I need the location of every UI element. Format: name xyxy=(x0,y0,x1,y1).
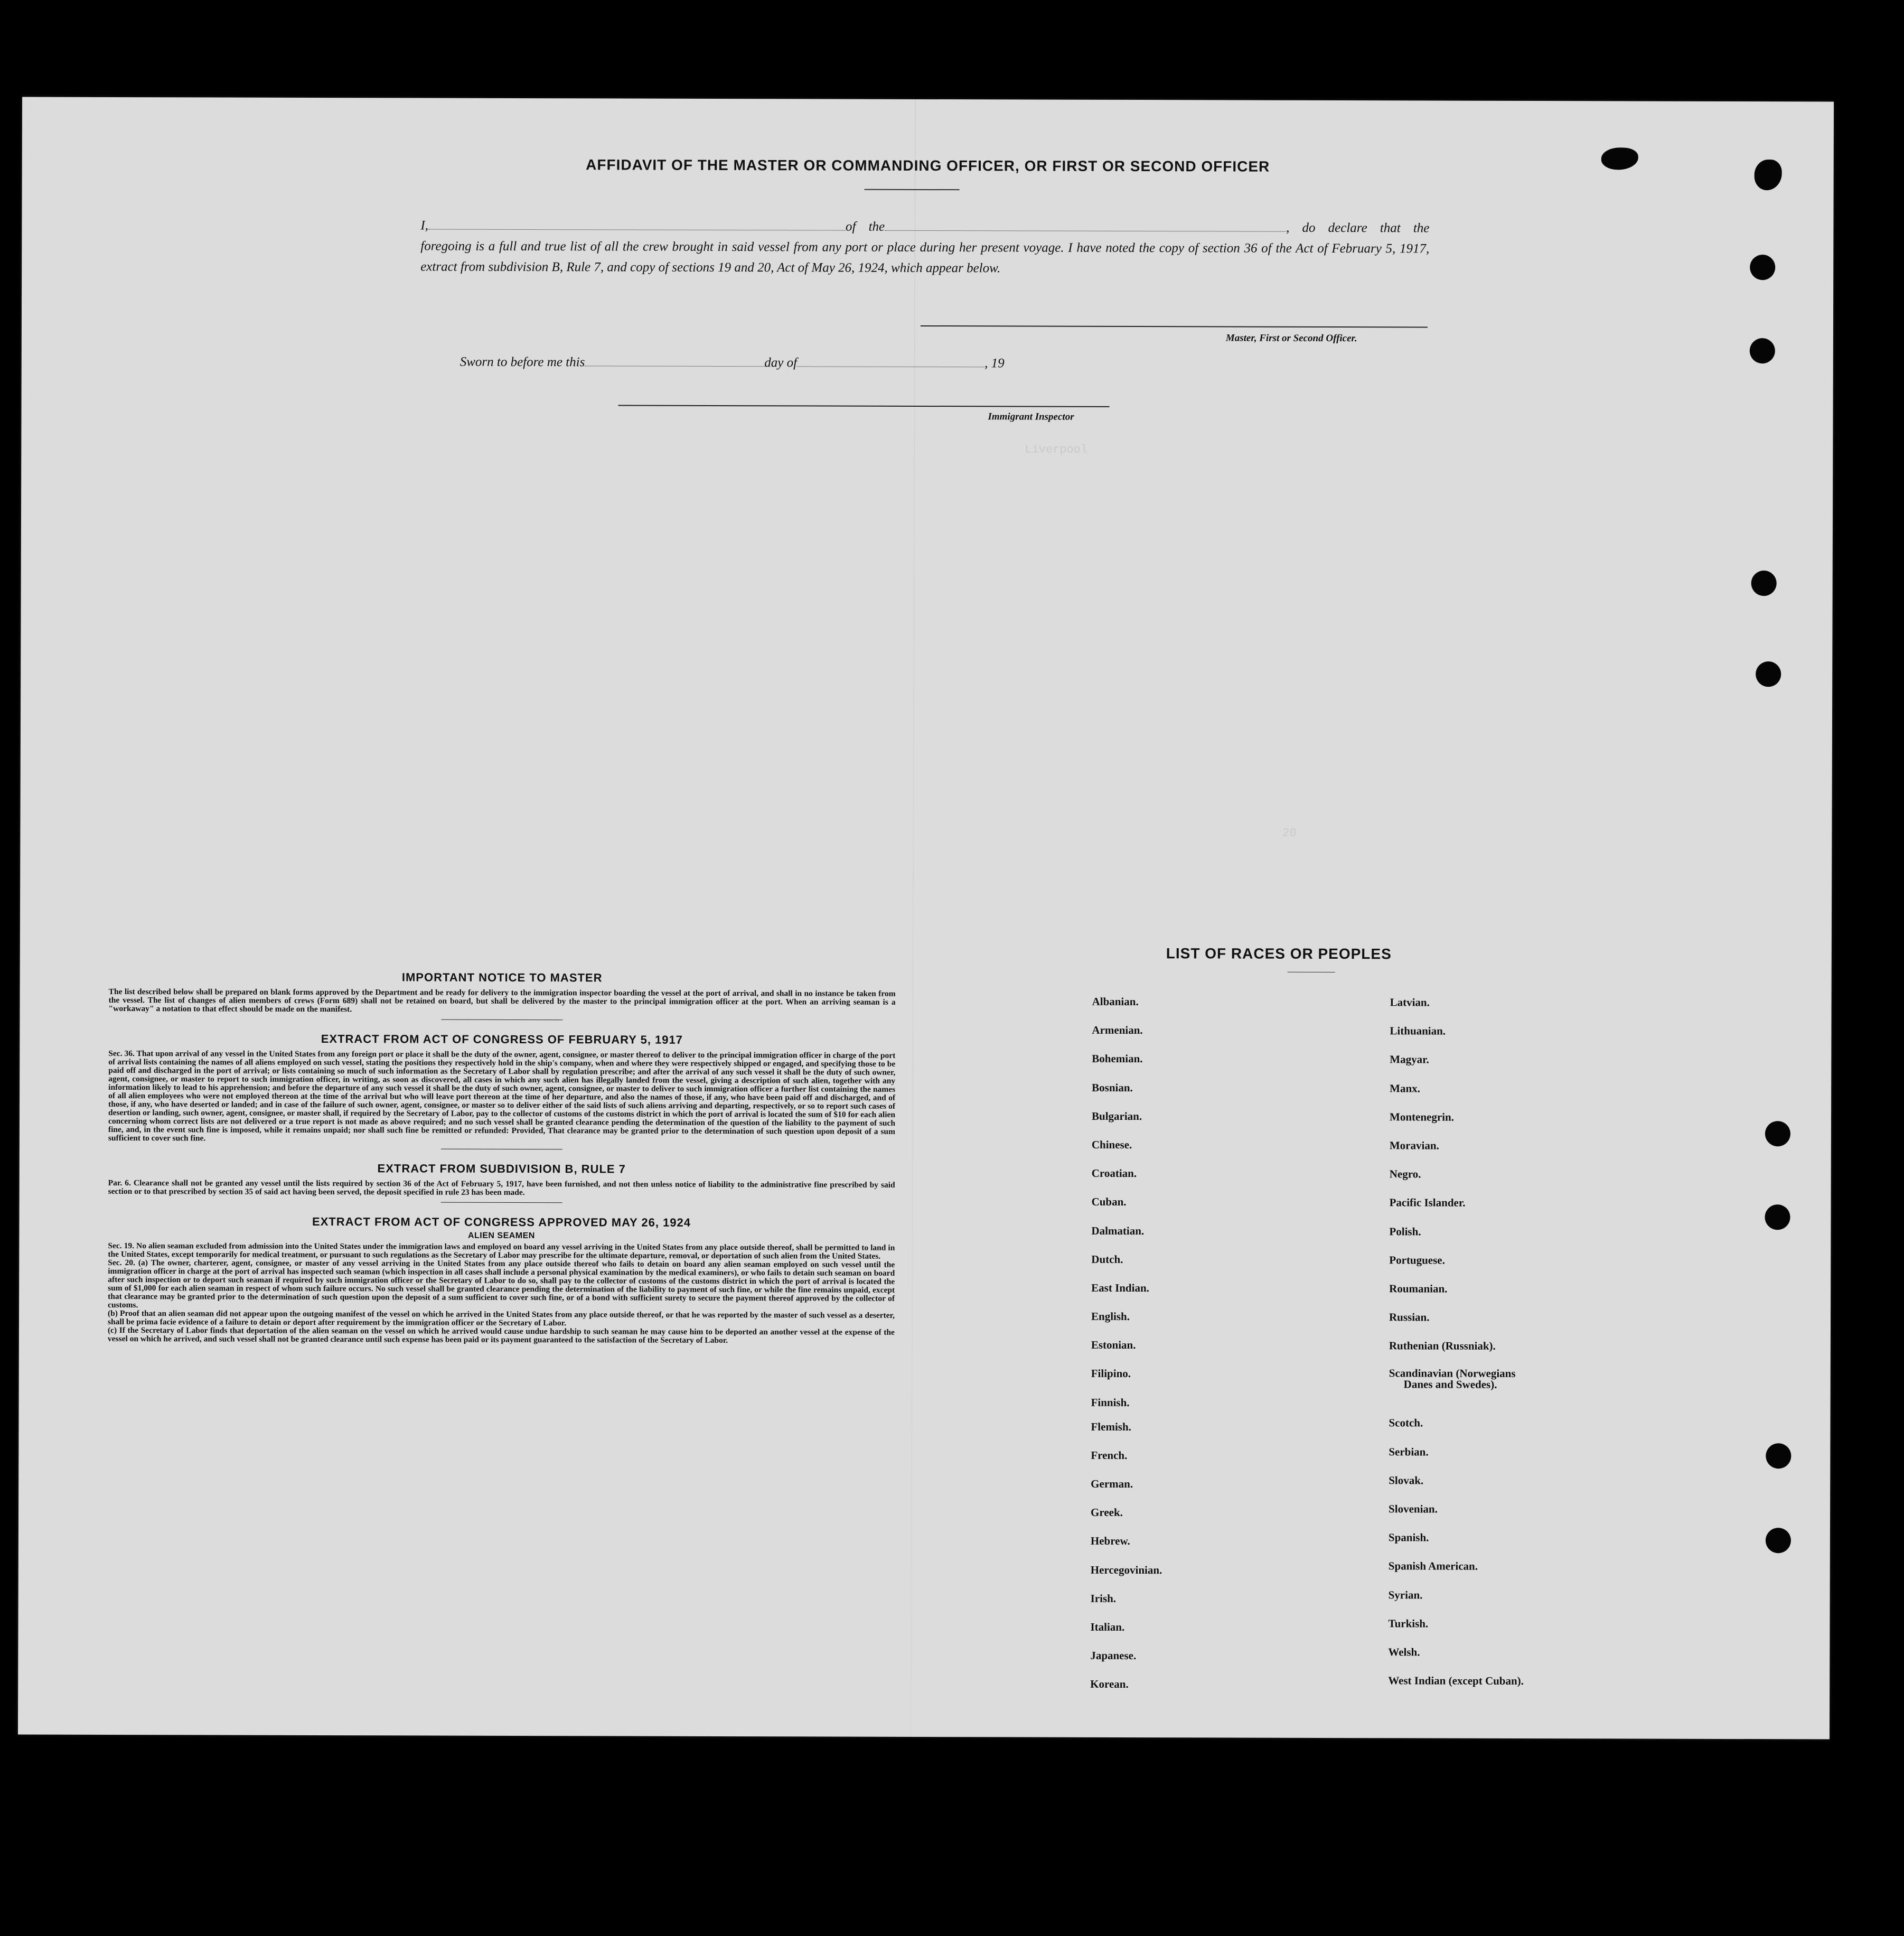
separator xyxy=(441,1020,562,1021)
extract-1917-title: EXTRACT FROM ACT OF CONGRESS OF FEBRUARY 5, 1917 xyxy=(321,1032,683,1046)
affidavit-of-the: of the xyxy=(845,219,885,234)
race-item: Armenian. xyxy=(1092,1024,1143,1037)
bleed-through-text: 20 xyxy=(1282,826,1297,840)
race-item: Chinese. xyxy=(1091,1138,1132,1151)
extract-1924-subtitle: ALIEN SEAMEN xyxy=(467,1231,535,1241)
race-item-line: Scandinavian (Norwegians xyxy=(1389,1367,1516,1380)
race-item: Cuban. xyxy=(1091,1195,1127,1209)
race-item: Latvian. xyxy=(1390,996,1430,1009)
affidavit-text xyxy=(420,215,1429,279)
race-item: Magyar. xyxy=(1390,1053,1429,1066)
race-item: Croatian. xyxy=(1091,1166,1137,1180)
sworn-month-blank[interactable] xyxy=(797,354,984,367)
race-item: Japanese. xyxy=(1090,1649,1137,1662)
extract-rule7-text: Par. 6. Clearance shall not be granted any vessel until the lists required by section 36 of the Act of February 5, 1917, have been furnished, and not then unless notice of liability to the administrative fine prescribed by said section or to that prescribed by section 35 of said act having been served, the deposit specified in rule 23 has been made. xyxy=(108,1178,895,1198)
punch-hole xyxy=(1766,1528,1791,1553)
sworn-line xyxy=(460,354,1005,371)
race-item: Lithuanian. xyxy=(1390,1024,1446,1037)
races-right-column xyxy=(1388,996,1525,1703)
race-item: Finnish. xyxy=(1091,1396,1130,1409)
separator xyxy=(441,1202,562,1203)
race-item: Albanian. xyxy=(1092,995,1139,1008)
separator xyxy=(441,1149,562,1150)
race-item: Slovak. xyxy=(1389,1474,1424,1487)
race-item: Montenegrin. xyxy=(1389,1110,1454,1124)
race-item: Turkish. xyxy=(1388,1617,1429,1630)
race-item: French. xyxy=(1091,1448,1128,1462)
race-item: Manx. xyxy=(1390,1081,1420,1095)
race-item: Ruthenian (Russniak). xyxy=(1389,1339,1496,1353)
race-item: Spanish American. xyxy=(1388,1559,1478,1573)
race-item: Greek. xyxy=(1091,1506,1123,1519)
extract-1924-sec20a: Sec. 20. (a) The owner, charterer, agent, consignee, or master of any vessel arriving in the United States from any place outside thereof who fails to detain on board any alien seaman employed on such vessel until the immigration officer in charge at the port of arrival has inspected such seaman (which inspection in all cases shall include a personal physical examination by the medical examiners), or who fails to detain such seaman on board after such inspection or to deport such seaman if required by such immigration officer or the Secretary of Labor to do so, shall pay to the collector of customs of the customs district in which the port of arrival is located the sum of $1,000 for each alien seaman in respect of whom such failure occurs. No such vessel shall be granted clearance pending the determination of the liability to payment of such fine, or while the fine remains unpaid, except that clearance may be granted prior to the determination of such question upon the deposit of a sum sufficient to cover such fine, or of a bond with sufficient surety to secure the payment thereof approved by the collector of customs. xyxy=(108,1258,895,1310)
race-item: Bohemian. xyxy=(1092,1052,1143,1065)
races-left-column xyxy=(1090,995,1164,1707)
inspector-signature-label: Immigrant Inspector xyxy=(988,411,1074,423)
punch-hole xyxy=(1766,1443,1791,1469)
race-item: Hercegovinian. xyxy=(1090,1563,1162,1576)
punch-hole xyxy=(1756,661,1781,687)
punch-hole xyxy=(1765,1121,1790,1146)
race-item: Roumanian. xyxy=(1389,1282,1448,1295)
race-item: Moravian. xyxy=(1389,1139,1439,1152)
punch-hole xyxy=(1750,255,1775,280)
race-item: Slovenian. xyxy=(1389,1502,1438,1516)
master-signature-label: Master, First or Second Officer. xyxy=(1225,332,1357,344)
race-item: Scotch. xyxy=(1389,1416,1423,1429)
race-item: Syrian. xyxy=(1388,1588,1423,1602)
notice-block xyxy=(108,970,896,1345)
race-item: German. xyxy=(1091,1477,1133,1491)
punch-hole xyxy=(1751,570,1777,596)
name-blank[interactable] xyxy=(428,218,846,231)
race-item: Italian. xyxy=(1090,1620,1125,1633)
extract-1924-title: EXTRACT FROM ACT OF CONGRESS APPROVED MAY 26, 1924 xyxy=(312,1214,691,1229)
race-item: Welsh. xyxy=(1388,1645,1420,1659)
race-item: Dalmatian. xyxy=(1091,1224,1145,1237)
race-item: Polish. xyxy=(1389,1224,1421,1238)
race-item: Russian. xyxy=(1389,1311,1430,1324)
race-item: Negro. xyxy=(1389,1167,1421,1181)
race-item: Flemish. xyxy=(1091,1420,1131,1433)
affidavit-title: AFFIDAVIT OF THE MASTER OR COMMANDING OFFICER, OR FIRST OR SECOND OFFICER xyxy=(586,156,1270,175)
affidavit-body: that the foregoing is a full and true list of all the crew brought in said vessel from any port or place during her present voyage. I have noted the copy of section 36 of the Act of February 5, 1917, extract from subdivision B, Rule 7, and copy of sections 19 and 20, Act of May 26, 1924, which appear below. xyxy=(420,221,1430,276)
bleed-through-text: Liverpool xyxy=(1025,443,1088,456)
extract-rule7-title: EXTRACT FROM SUBDIVISION B, RULE 7 xyxy=(377,1162,626,1176)
affidavit-i: I, xyxy=(420,218,429,233)
race-item xyxy=(1389,1368,1525,1417)
inspector-signature-line[interactable] xyxy=(618,405,1110,407)
races-title: LIST OF RACES OR PEOPLES xyxy=(1166,945,1392,962)
extract-1924-sec20c: (c) If the Secretary of Labor finds that deportation of the alien seaman on the vessel on which he arrived would cause undue hardship to such seaman he may cause him to be deported an another vessel at the expense of the vessel on which he arrived, and such vessel shall not be granted clearance until such expense has been paid or its payment guaranteed to the satisfaction of the Secretary of Labor. xyxy=(107,1325,895,1345)
extract-1924-sec20b: (b) Proof that an alien seaman did not appear upon the outgoing manifest of the vessel on which he arrived in the United States from any place outside thereof, or that he was reported by the master of such vessel as a deserter, shall be prima facie evidence of a failure to detain or deport after requirement by the immigration officer or the Secretary of Labor. xyxy=(107,1308,895,1328)
sworn-day-blank[interactable] xyxy=(585,354,764,367)
document-page xyxy=(18,97,1834,1739)
notice-title: IMPORTANT NOTICE TO MASTER xyxy=(401,970,603,985)
sworn-year: , 19 xyxy=(984,356,1005,371)
race-item: Dutch. xyxy=(1091,1252,1123,1266)
race-item: English. xyxy=(1091,1310,1130,1323)
extract-1917-text: Sec. 36. That upon arrival of any vessel in the United States from any foreign port or place it shall be the duty of the owner, agent, consignee, or master thereof to deliver to the principal immigration officer in charge of the port of arrival lists containing the names of all aliens employed on such vessel, stating the positions they respectively hold in the ship's company, when and where they were respectively shipped or engaged, and specifying those to be paid off and discharged in the port of arrival; or lists containing so much of such information as the Secretary of Labor shall by regulation prescribe; and after the arrival of any such vessel it shall be the duty of such owner, agent, consignee, or master to report to such immigration officer, in writing, as soon as discovered, all cases in which any such alien has illegally landed from the vessel, giving a description of such alien, together with any information likely to lead to his apprehension; and before the departure of any such vessel it shall be the duty of such owner, agent, consignee, or master to deliver to such immigration officer a further list containing the names of all alien employees who were not employed thereon at the time of the arrival but who will leave port thereon at the time of her departure, and also the names of those, if any, who have been paid off and discharged, and of those, if any, who have deserted or landed; and in case of the failure of such owner, agent, consignee, or master so to deliver either of the said lists of such aliens arriving and departing, respectively, or so to report such cases of desertion or landing, such owner, agent, consignee, or master shall, if required by the Secretary of Labor, pay to the collector of customs of the customs district in which the port of arrival is located the sum of $10 for each alien concerning whom correct lists are not delivered or a true report is not made as above required; and no such vessel shall be granted clearance pending the determination of the question of the liability to the payment of such fine, and, in the event such fine is imposed, while it remains unpaid; nor shall such fine be remitted or refunded: Provided, That clearance may be granted prior to the determination of such question upon deposit of a sum sufficient to cover such fine. xyxy=(108,1049,896,1143)
master-signature-line[interactable] xyxy=(921,325,1428,328)
race-item: East Indian. xyxy=(1091,1281,1149,1294)
race-item: Hebrew. xyxy=(1090,1535,1130,1548)
affidavit-declare: , do declare xyxy=(1286,220,1367,236)
title-rule xyxy=(865,189,960,190)
punch-hole xyxy=(1765,1204,1790,1230)
race-item: Pacific Islander. xyxy=(1389,1196,1466,1209)
vessel-blank[interactable] xyxy=(885,219,1286,232)
race-item: Bulgarian. xyxy=(1091,1109,1142,1123)
race-item: Spanish. xyxy=(1388,1531,1429,1544)
sworn-prefix: Sworn to before me this xyxy=(459,354,585,370)
punch-hole xyxy=(1750,338,1775,363)
race-item: Estonian. xyxy=(1091,1339,1136,1352)
race-item: Bosnian. xyxy=(1092,1081,1133,1094)
race-item: Filipino. xyxy=(1091,1367,1131,1380)
race-item: Irish. xyxy=(1090,1592,1117,1605)
notice-text: The list described below shall be prepared on blank forms approved by the Department and be ready for delivery to the immigration inspector boarding the vessel at the port of arrival, and shall in no instance be taken from the vessel. The list of changes of alien members of crews (Form 689) shall not be retained on board, but shall be delivered by the master to the principal immigration officer at the port. When an arriving seaman is a "workaway" a notation to that effect should be made on the manifest. xyxy=(108,987,896,1014)
race-item: Korean. xyxy=(1090,1678,1129,1691)
extract-1924-sec19: Sec. 19. No alien seaman excluded from admission into the United States under the immigration laws and employed on board any vessel arriving in the United States from any place outside thereof, shall be permitted to land in the United States, except temporarily for medical treatment, or pursuant to such regulations as the Secretary of Labor may prescribe for the ultimate departure, removal, or deportation of such alien from the United States. xyxy=(108,1241,895,1261)
sworn-day-of: day of xyxy=(764,356,798,370)
center-fold xyxy=(911,99,916,1737)
race-item: Portuguese. xyxy=(1389,1253,1445,1267)
race-item: Serbian. xyxy=(1389,1445,1429,1458)
race-item-line: Danes and Swedes). xyxy=(1403,1378,1497,1391)
race-item: West Indian (except Cuban). xyxy=(1388,1674,1524,1688)
